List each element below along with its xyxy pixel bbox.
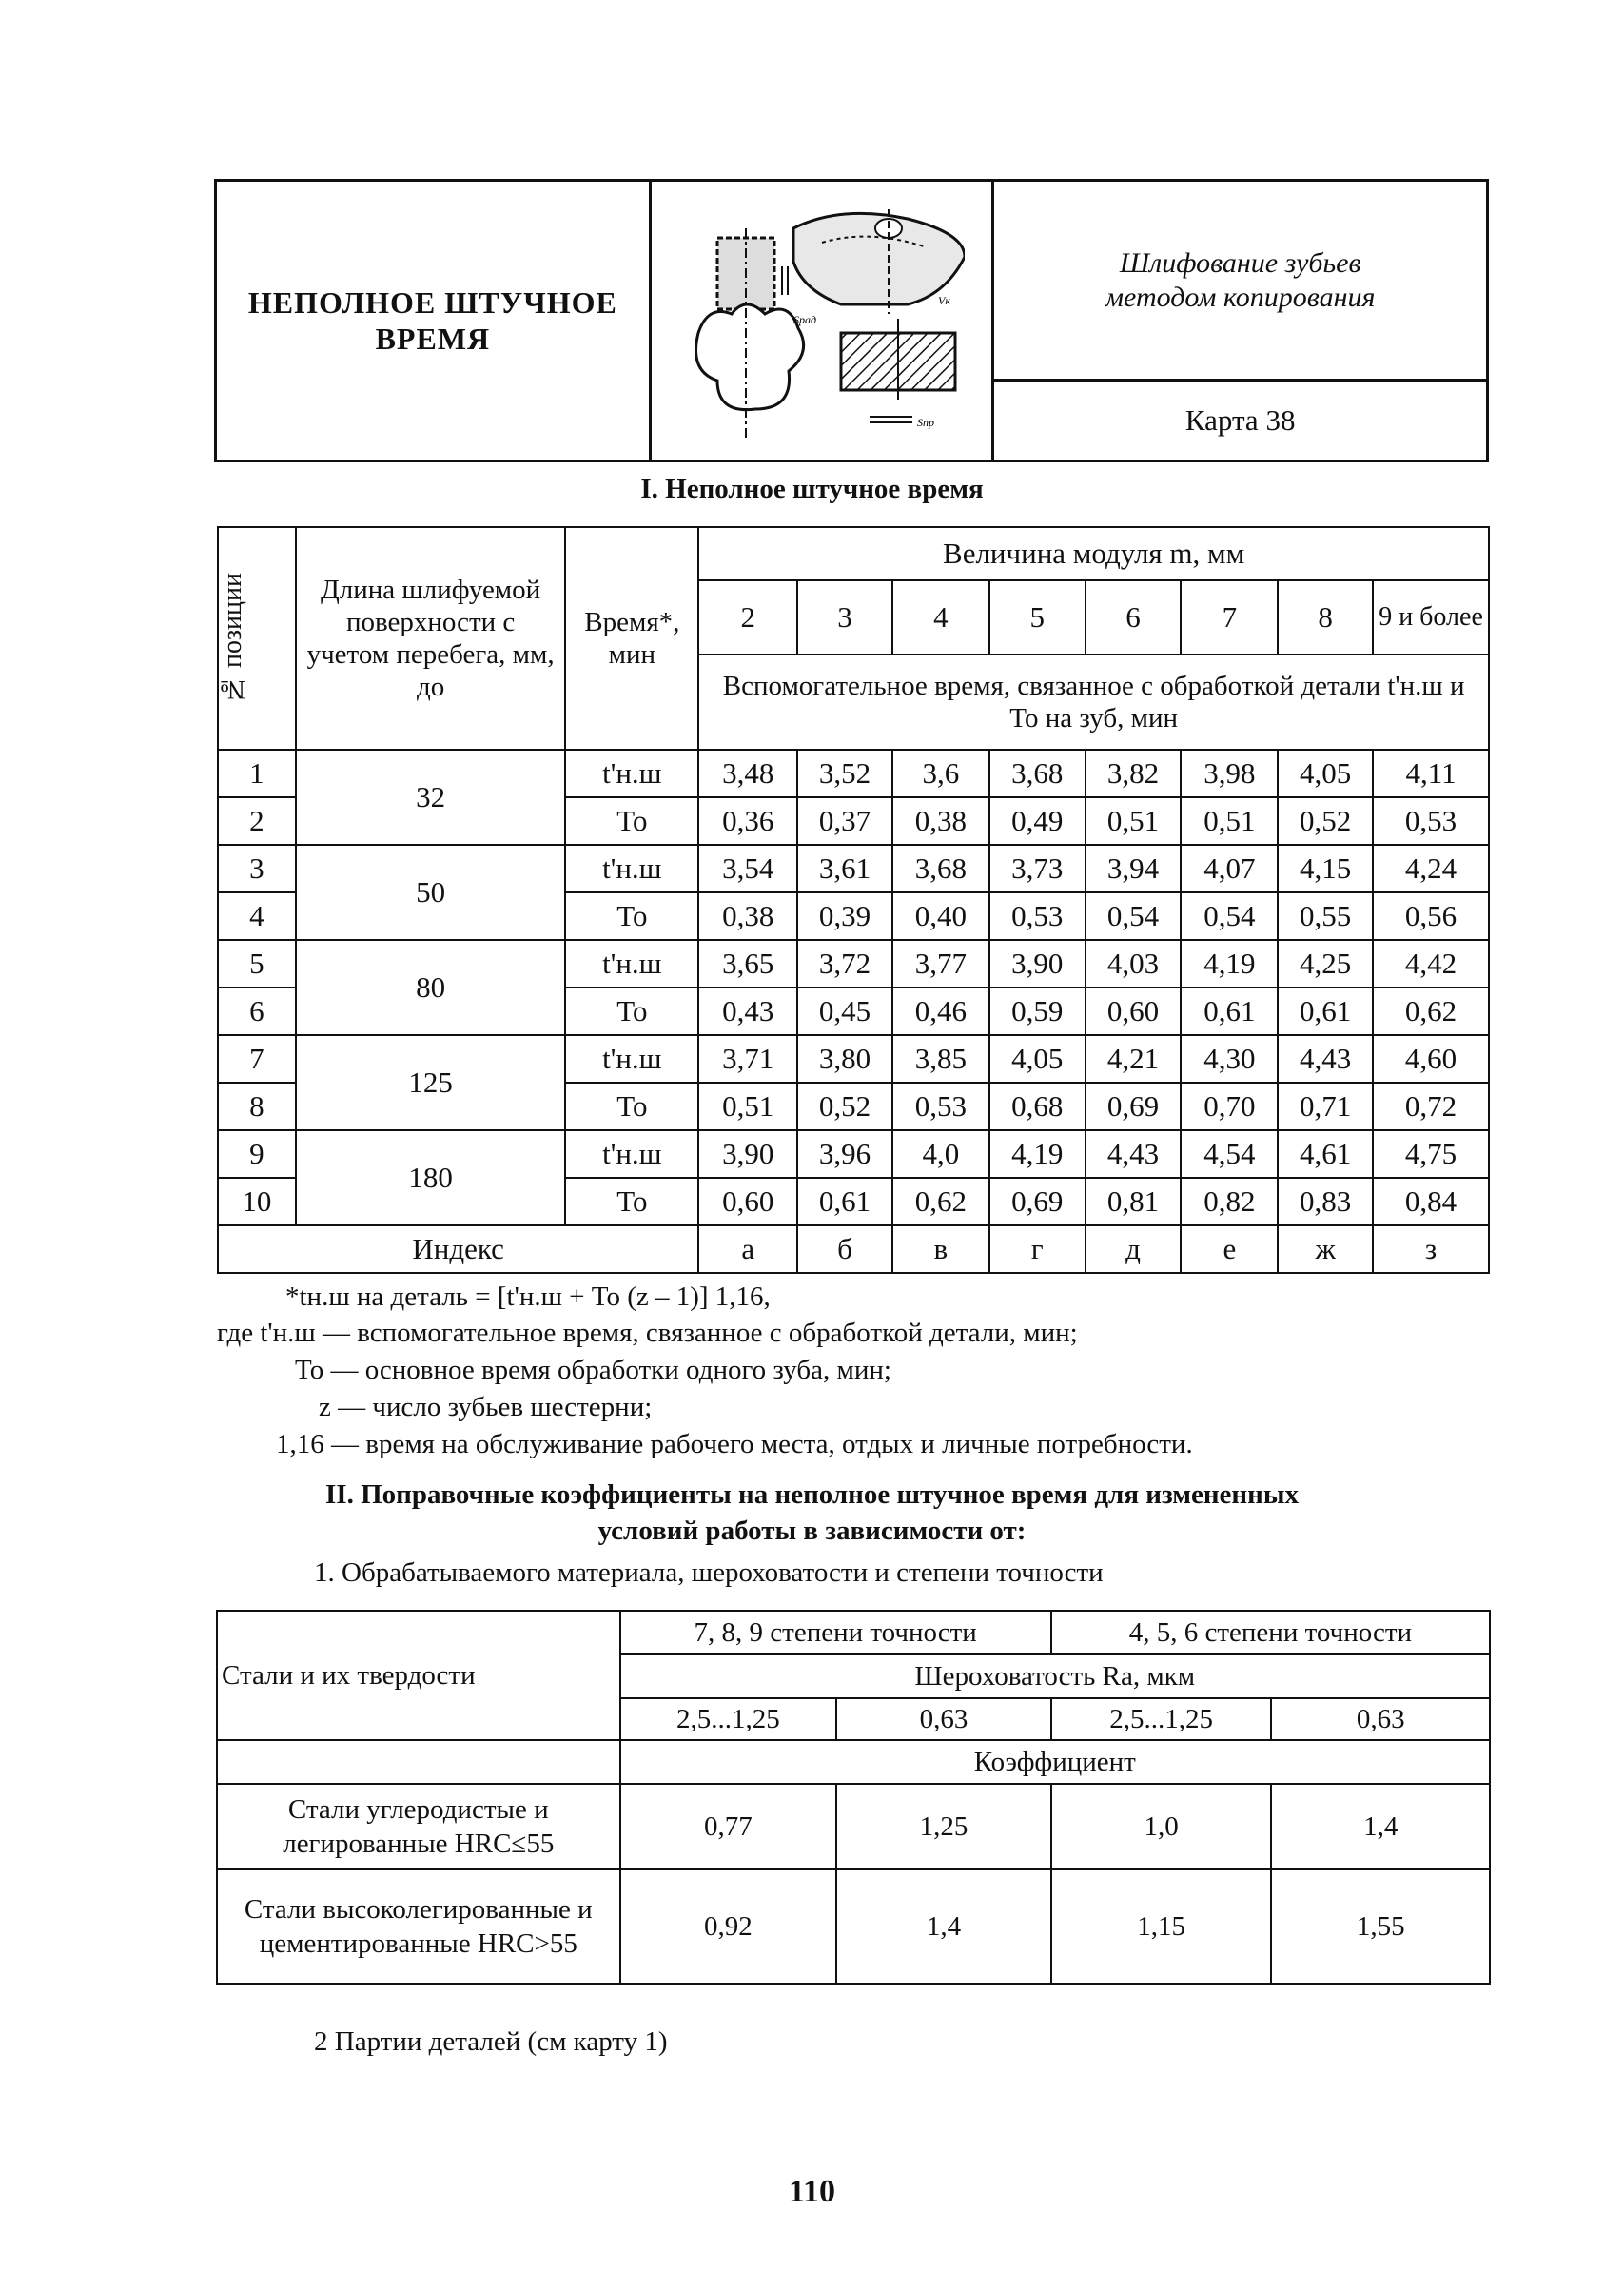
value-cell: 3,48 xyxy=(698,750,797,797)
index-value-cell: д xyxy=(1086,1225,1182,1273)
ra-value-cell: 2,5...1,25 xyxy=(620,1698,837,1740)
value-cell: 4,24 xyxy=(1373,845,1489,892)
position-cell: 8 xyxy=(218,1083,296,1130)
value-cell: 4,19 xyxy=(989,1130,1086,1178)
main-time-table xyxy=(217,526,1490,1274)
value-cell: 3,77 xyxy=(892,940,989,988)
steel-type-cell: Стали высоколегированные и цементированные HRC>55 xyxy=(217,1869,620,1984)
value-cell: 3,68 xyxy=(989,750,1086,797)
value-cell: 4,60 xyxy=(1373,1035,1489,1083)
label-v: Vк xyxy=(937,293,950,307)
value-cell: 0,38 xyxy=(698,892,797,940)
value-cell: 3,6 xyxy=(892,750,989,797)
length-cell: 50 xyxy=(296,845,566,940)
table-row xyxy=(218,750,1489,797)
value-cell: 3,80 xyxy=(797,1035,892,1083)
value-cell: 3,82 xyxy=(1086,750,1182,797)
steel-header-cell xyxy=(217,1611,620,1740)
where-note-2: To — основное время обработки одного зуба, мин; xyxy=(295,1355,891,1385)
value-cell: 4,30 xyxy=(1181,1035,1278,1083)
header-title-cell xyxy=(216,181,651,461)
value-cell: 0,72 xyxy=(1373,1083,1489,1130)
position-cell: 6 xyxy=(218,988,296,1035)
value-cell: 3,71 xyxy=(698,1035,797,1083)
value-cell: 3,72 xyxy=(797,940,892,988)
header-card-cell xyxy=(993,381,1488,461)
where-note-1: где t'н.ш — вспомогательное время, связанное с обработкой детали, мин; xyxy=(217,1318,1078,1348)
value-cell: 0,61 xyxy=(1181,988,1278,1035)
coefficient-value-cell: 1,15 xyxy=(1051,1869,1272,1984)
value-cell: 4,11 xyxy=(1373,750,1489,797)
value-cell: 3,65 xyxy=(698,940,797,988)
section2-title-line1: II. Поправочные коэффициенты на неполное штучное время для измененных xyxy=(325,1479,1299,1510)
value-cell: 0,51 xyxy=(1181,797,1278,845)
coefficient-table xyxy=(216,1610,1491,1985)
operation-title: Шлифование зубьев методом копирования xyxy=(1105,246,1376,313)
index-value-cell: а xyxy=(698,1225,797,1273)
grinding-diagram xyxy=(679,190,965,447)
value-cell: 4,25 xyxy=(1278,940,1373,988)
value-cell: 0,61 xyxy=(797,1178,892,1225)
value-cell: 0,60 xyxy=(698,1178,797,1225)
module-value-7: 8 xyxy=(1278,580,1373,655)
coefficient-value-cell: 1,25 xyxy=(836,1784,1051,1869)
value-cell: 0,49 xyxy=(989,797,1086,845)
value-cell: 0,62 xyxy=(892,1178,989,1225)
ra-value-cell: 0,63 xyxy=(1271,1698,1490,1740)
time-type-cell: t'н.ш xyxy=(565,750,698,797)
coefficient-value-cell: 1,0 xyxy=(1051,1784,1272,1869)
precision-456-cell xyxy=(1051,1611,1490,1654)
value-cell: 4,07 xyxy=(1181,845,1278,892)
position-cell: 9 xyxy=(218,1130,296,1178)
roughness-label: Шероховатость Ra, мкм xyxy=(914,1660,1196,1692)
value-cell: 0,62 xyxy=(1373,988,1489,1035)
position-cell: 7 xyxy=(218,1035,296,1083)
notes-block xyxy=(0,1280,1624,1479)
value-cell: 4,0 xyxy=(892,1130,989,1178)
time-type-cell: t'н.ш xyxy=(565,1035,698,1083)
value-cell: 4,43 xyxy=(1086,1130,1182,1178)
module-value-5: 6 xyxy=(1086,580,1182,655)
value-cell: 0,53 xyxy=(892,1083,989,1130)
coefficient-value-cell: 1,4 xyxy=(1271,1784,1490,1869)
index-value-cell: в xyxy=(892,1225,989,1273)
value-cell: 0,70 xyxy=(1181,1083,1278,1130)
value-cell: 3,68 xyxy=(892,845,989,892)
where-note-3: z — число зубьев шестерни; xyxy=(319,1392,653,1422)
value-cell: 0,81 xyxy=(1086,1178,1182,1225)
value-cell: 3,52 xyxy=(797,750,892,797)
time-type-cell: To xyxy=(565,892,698,940)
value-cell: 0,53 xyxy=(989,892,1086,940)
module-value-1: 2 xyxy=(698,580,797,655)
value-cell: 4,05 xyxy=(989,1035,1086,1083)
header-title: НЕПОЛНОЕ ШТУЧНОЕ ВРЕМЯ xyxy=(247,285,617,356)
value-cell: 3,98 xyxy=(1181,750,1278,797)
value-cell: 0,40 xyxy=(892,892,989,940)
time-type-cell: t'н.ш xyxy=(565,845,698,892)
value-cell: 0,45 xyxy=(797,988,892,1035)
index-value-cell: з xyxy=(1373,1225,1489,1273)
section2-subtitle: 1. Обрабатываемого материала, шероховатости и степени точности xyxy=(314,1557,1104,1588)
position-cell: 4 xyxy=(218,892,296,940)
time-type-cell: To xyxy=(565,797,698,845)
footnote: 2 Партии деталей (см карту 1) xyxy=(314,2026,668,2057)
aux-caption-cell xyxy=(698,655,1489,750)
length-cell: 180 xyxy=(296,1130,566,1225)
value-cell: 0,52 xyxy=(1278,797,1373,845)
col-position-label: № позиции xyxy=(218,573,247,704)
index-row xyxy=(218,1225,1489,1273)
time-type-cell: t'н.ш xyxy=(565,940,698,988)
precision-456: 4, 5, 6 степени точности xyxy=(1128,1616,1413,1648)
value-cell: 4,43 xyxy=(1278,1035,1373,1083)
module-value-4: 5 xyxy=(989,580,1086,655)
value-cell: 0,38 xyxy=(892,797,989,845)
length-cell: 32 xyxy=(296,750,566,845)
value-cell: 0,61 xyxy=(1278,988,1373,1035)
steel-type-cell: Стали углеродистые и легированные HRC≤55 xyxy=(217,1784,620,1869)
value-cell: 0,51 xyxy=(1086,797,1182,845)
coefficient-cell xyxy=(620,1740,1490,1784)
roughness-cell xyxy=(620,1654,1490,1698)
value-cell: 0,60 xyxy=(1086,988,1182,1035)
value-cell: 0,52 xyxy=(797,1083,892,1130)
length-cell: 80 xyxy=(296,940,566,1035)
time-type-cell: To xyxy=(565,1178,698,1225)
col-position-header xyxy=(218,527,296,750)
value-cell: 3,73 xyxy=(989,845,1086,892)
value-cell: 0,71 xyxy=(1278,1083,1373,1130)
coefficient-value-cell: 1,55 xyxy=(1271,1869,1490,1984)
value-cell: 3,90 xyxy=(989,940,1086,988)
length-cell: 125 xyxy=(296,1035,566,1130)
value-cell: 0,82 xyxy=(1181,1178,1278,1225)
ra-value-cell: 2,5...1,25 xyxy=(1051,1698,1272,1740)
coefficient-value-cell: 0,77 xyxy=(620,1784,837,1869)
coefficient-table-body xyxy=(217,1784,1490,1984)
time-type-cell: To xyxy=(565,988,698,1035)
value-cell: 0,51 xyxy=(698,1083,797,1130)
coefficient-value-cell: 0,92 xyxy=(620,1869,837,1984)
col-time-header xyxy=(565,527,698,750)
section1-title: I. Неполное штучное время xyxy=(640,474,984,504)
value-cell: 4,54 xyxy=(1181,1130,1278,1178)
value-cell: 0,69 xyxy=(989,1178,1086,1225)
position-cell: 2 xyxy=(218,797,296,845)
value-cell: 0,36 xyxy=(698,797,797,845)
table-row xyxy=(217,1869,1490,1984)
value-cell: 0,59 xyxy=(989,988,1086,1035)
precision-789: 7, 8, 9 степени точности xyxy=(694,1616,977,1648)
where-note-4: 1,16 — время на обслуживание рабочего места, отдых и личные потребности. xyxy=(276,1429,1193,1459)
value-cell: 0,55 xyxy=(1278,892,1373,940)
col-time-label: Время*, мин xyxy=(584,607,680,670)
section2-title-line2: условий работы в зависимости от: xyxy=(597,1516,1027,1546)
position-cell: 3 xyxy=(218,845,296,892)
precision-789-cell xyxy=(620,1611,1051,1654)
value-cell: 0,46 xyxy=(892,988,989,1035)
value-cell: 4,19 xyxy=(1181,940,1278,988)
table-row xyxy=(218,1130,1489,1178)
label-s-long: Sпр xyxy=(916,415,934,429)
module-value-2: 3 xyxy=(797,580,892,655)
index-value-cell: б xyxy=(797,1225,892,1273)
value-cell: 4,42 xyxy=(1373,940,1489,988)
value-cell: 4,03 xyxy=(1086,940,1182,988)
time-type-cell: To xyxy=(565,1083,698,1130)
header-diagram-cell xyxy=(650,181,993,461)
header-table xyxy=(214,179,1489,462)
value-cell: 0,54 xyxy=(1086,892,1182,940)
position-cell: 1 xyxy=(218,750,296,797)
module-value-8: 9 и более xyxy=(1373,580,1489,655)
header-operation-cell xyxy=(993,181,1488,381)
value-cell: 4,05 xyxy=(1278,750,1373,797)
module-group-header xyxy=(698,527,1489,580)
table-row xyxy=(218,845,1489,892)
value-cell: 3,94 xyxy=(1086,845,1182,892)
index-label: Индекс xyxy=(412,1232,504,1265)
value-cell: 0,56 xyxy=(1373,892,1489,940)
position-cell: 5 xyxy=(218,940,296,988)
value-cell: 3,54 xyxy=(698,845,797,892)
card-number: Карта 38 xyxy=(1184,403,1296,437)
position-cell: 10 xyxy=(218,1178,296,1225)
value-cell: 4,75 xyxy=(1373,1130,1489,1178)
module-value-3: 4 xyxy=(892,580,989,655)
coefficient-value-cell: 1,4 xyxy=(836,1869,1051,1984)
aux-caption: Вспомогательное время, связанное с обработкой детали t'н.ш и To на зуб, мин xyxy=(722,671,1465,734)
label-s-radial: Sрад xyxy=(792,312,816,326)
index-value-cell: ж xyxy=(1278,1225,1373,1273)
module-group-label: Величина модуля m, мм xyxy=(943,537,1245,570)
table-row xyxy=(218,940,1489,988)
coef-blank-cell xyxy=(217,1740,620,1784)
value-cell: 3,96 xyxy=(797,1130,892,1178)
steel-header: Стали и их твердости xyxy=(222,1659,476,1691)
value-cell: 4,21 xyxy=(1086,1035,1182,1083)
value-cell: 0,43 xyxy=(698,988,797,1035)
value-cell: 0,68 xyxy=(989,1083,1086,1130)
value-cell: 0,54 xyxy=(1181,892,1278,940)
table-row xyxy=(217,1784,1490,1869)
value-cell: 0,37 xyxy=(797,797,892,845)
value-cell: 0,39 xyxy=(797,892,892,940)
value-cell: 4,61 xyxy=(1278,1130,1373,1178)
value-cell: 3,90 xyxy=(698,1130,797,1178)
page-number: 110 xyxy=(788,2174,836,2209)
time-type-cell: t'н.ш xyxy=(565,1130,698,1178)
value-cell: 0,53 xyxy=(1373,797,1489,845)
main-table-body xyxy=(218,750,1489,1225)
col-length-header xyxy=(296,527,566,750)
value-cell: 3,61 xyxy=(797,845,892,892)
index-value-cell: г xyxy=(989,1225,1086,1273)
formula-note: *tн.ш на деталь = [t'н.ш + To (z – 1)] 1,16, xyxy=(285,1281,771,1312)
index-label-cell xyxy=(218,1225,698,1273)
value-cell: 3,85 xyxy=(892,1035,989,1083)
index-value-cell: е xyxy=(1181,1225,1278,1273)
module-value-6: 7 xyxy=(1181,580,1278,655)
ra-value-cell: 0,63 xyxy=(836,1698,1051,1740)
col-length-label: Длина шлифуемой поверхности с учетом перебега, мм, до xyxy=(306,575,555,702)
value-cell: 0,84 xyxy=(1373,1178,1489,1225)
value-cell: 4,15 xyxy=(1278,845,1373,892)
value-cell: 0,83 xyxy=(1278,1178,1373,1225)
coefficient-label: Коэффициент xyxy=(973,1746,1136,1777)
table-row xyxy=(218,1035,1489,1083)
value-cell: 0,69 xyxy=(1086,1083,1182,1130)
